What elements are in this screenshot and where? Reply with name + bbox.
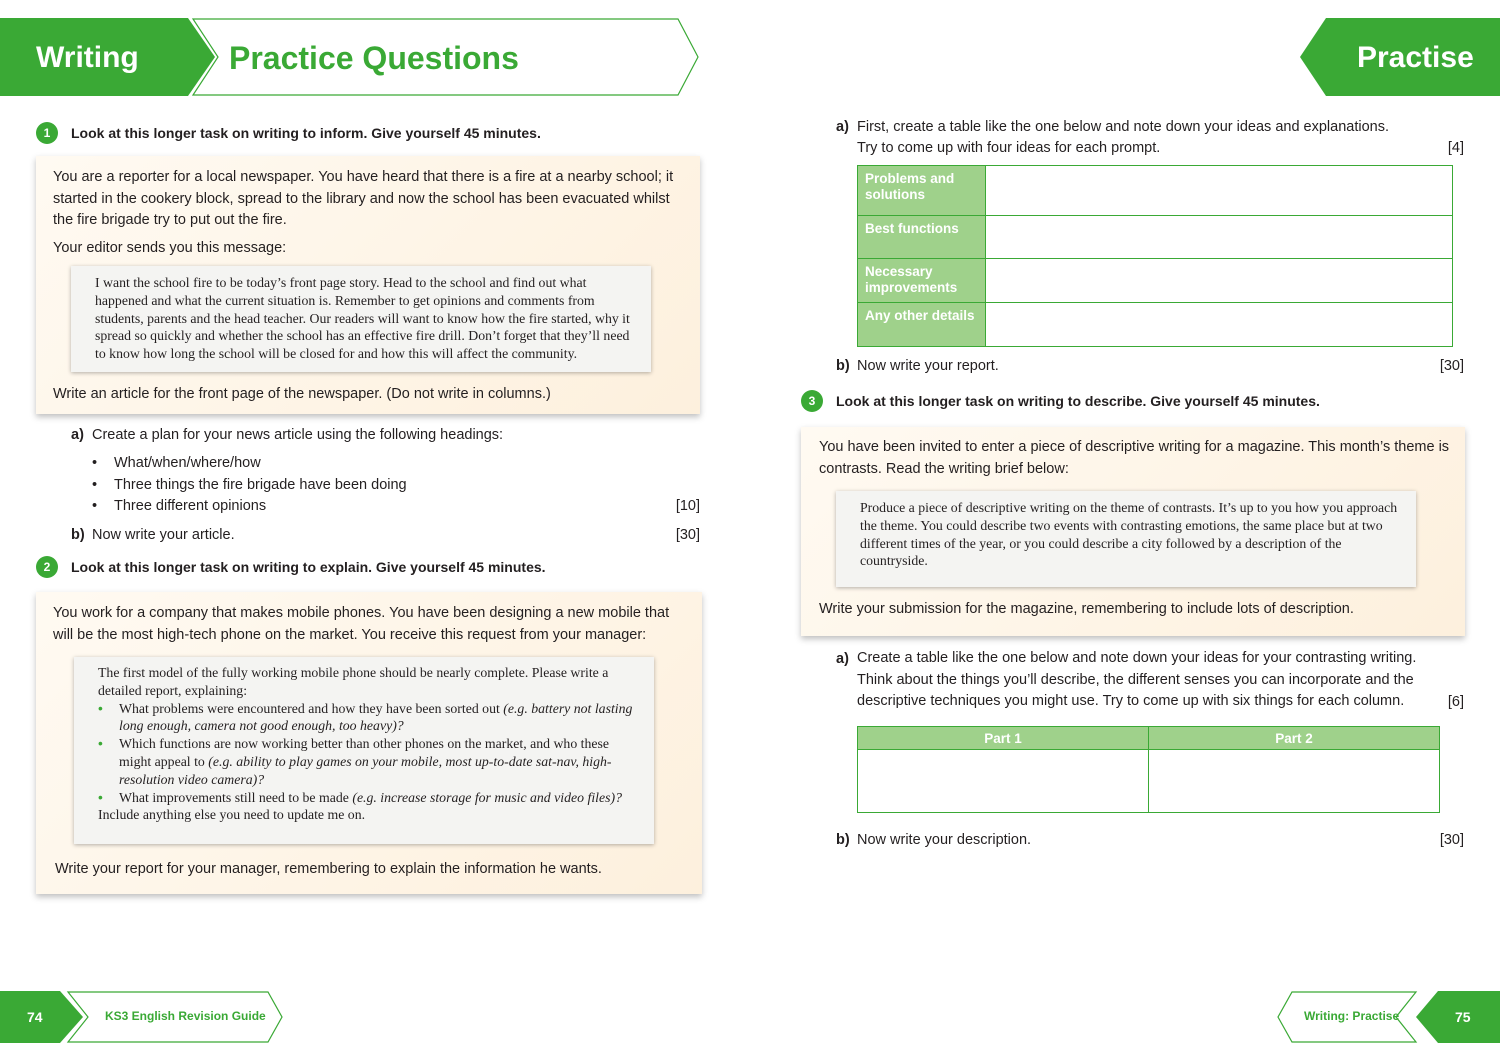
mark-2b: [30] [1439,358,1464,374]
list-item: • What/when/where/how [92,453,407,475]
mark-2a: [4] [1447,140,1464,156]
memo-list [98,700,636,807]
question-number-3: 3 [801,390,823,412]
part-a-text-2: First, create a table like the one below and note down your ideas and explanations. [857,119,1390,135]
page-number-right: 75 [1455,1009,1471,1025]
table-row-header: Problems and solutions [858,166,986,216]
task-instruction-2: Write your report for your manager, remembering to explain the information he wants. [55,861,602,877]
task-instruction-3: Write your submission for the magazine, remembering to include lots of description. [819,601,1354,617]
table-row-header: Any other details [858,303,986,347]
memo-outro: Include anything else you need to update me on. [98,807,366,823]
list-item: • What improvements still need to be made (e.g. increase storage for music and video files)? [98,789,636,807]
question-number-1: 1 [36,122,58,144]
editor-message-note [71,266,651,372]
mark-1a: [10] [675,498,700,514]
mark-3b: [30] [1439,832,1464,848]
task-intro-1: You are a reporter for a local newspaper. You have heard that there is a fire at a nearby school; it started in the cookery block, spread to the library and now the school has been evacuated whilst the fire brigade try to put out the fire. [53,169,674,228]
mark-3a: [6] [1447,694,1464,710]
task-instruction-1: Write an article for the front page of the newspaper. (Do not write in columns.) [53,386,551,402]
table-cell [986,303,1453,347]
part-a-label-1: a) [71,427,84,443]
section-label-right: Practise [1357,41,1474,74]
part-a-text-1: Create a plan for your news article using the following headings: [92,427,504,443]
writing-brief-note [836,491,1416,587]
part-b-label-3: b) [836,832,850,848]
part-b-label-1: b) [71,527,85,543]
part-b-text-2: Now write your report. [857,358,999,374]
table-column-header: Part 1 [858,727,1149,750]
part-a-text-2b: Try to come up with four ideas for each prompt. [857,140,1161,156]
part-b-text-3: Now write your description. [857,832,1032,848]
list-item: • What problems were encountered and how they have been sorted out (e.g. battery not lasting long enough, camera not good enough, too heavy)? [98,700,636,736]
editor-message: I want the school fire to be today’s front page story. Head to the school and find out what happened and what the current situation is. Remember to get opinions and comments from students, parents and the head teacher. Our readers will want to know how the fire started, why it spread so quickly and whether the school has an effective fire drill. Don’t forget that they’ll need to know how long the school will be closed for and how this will affect the community. [95,275,630,362]
part-b-label-2: b) [836,358,850,374]
question-heading-3: Look at this longer task on writing to describe. Give yourself 45 minutes. [836,393,1320,409]
part-b-text-1: Now write your article. [92,527,235,543]
page-title: Practice Questions [229,40,519,76]
contrast-table [857,726,1440,813]
ideas-table [857,165,1453,347]
table-cell [986,216,1453,259]
footer-title-left: KS3 English Revision Guide [105,1009,266,1023]
part-a-text-3: Create a table like the one below and note down your ideas for your contrasting writing. Think about the things you’ll describe, the different senses you can incorporate and the descriptive techniques you might use. Try to come up with six things for each column. [857,650,1417,709]
page-number-left: 74 [27,1009,43,1025]
list-item: • Which functions are now working better than other phones on the market, and who these might appeal to (e.g. ability to play games on your mobile, most up-to-date sat-nav, high-resolution video camera)? [98,735,636,788]
task-intro-3: You have been invited to enter a piece of descriptive writing for a magazine. This month’s theme is contrasts. Read the writing brief below: [819,439,1450,477]
list-item: • Three different opinions [92,496,407,518]
table-cell [986,166,1453,216]
table-cell [1149,750,1440,813]
question-heading-2: Look at this longer task on writing to explain. Give yourself 45 minutes. [71,559,546,575]
table-row-header: Best functions [858,216,986,259]
section-label: Writing [36,41,139,74]
table-cell [986,259,1453,303]
table-column-header: Part 2 [1149,727,1440,750]
mark-1b: [30] [675,527,700,543]
footer-title-right: Writing: Practise [1304,1009,1400,1023]
table-cell [858,750,1149,813]
memo-intro: The first model of the fully working mobile phone should be nearly complete. Please write a detailed report, explaining: [98,665,609,698]
list-item: • Three things the fire brigade have been doing [92,475,407,497]
editor-line: Your editor sends you this message: [53,240,287,256]
part-a-label-3: a) [836,651,849,667]
part-a-label-2: a) [836,119,849,135]
table-row-header: Necessary improvements [858,259,986,303]
manager-memo-note [74,657,654,844]
writing-brief: Produce a piece of descriptive writing on the theme of contrasts. It’s up to you how you approach the theme. You could describe two events with contrasting emotions, the same place but at two different times of the year, or you could describe a city followed by a description of the countryside. [860,500,1398,569]
question-number-2: 2 [36,556,58,578]
task-intro-2: You work for a company that makes mobile phones. You have been designing a new mobile that will be the most high-tech phone on the market. You receive this request from your manager: [53,605,670,643]
plan-headings-list [92,453,407,518]
question-heading-1: Look at this longer task on writing to inform. Give yourself 45 minutes. [71,125,541,141]
